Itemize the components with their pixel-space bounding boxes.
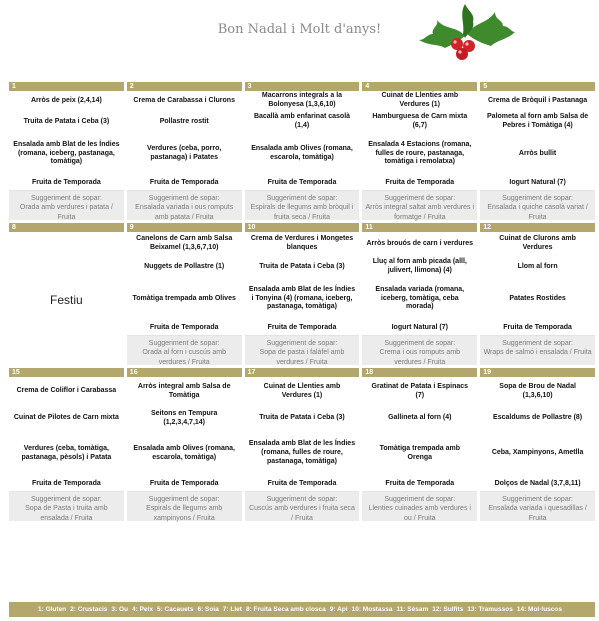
holly-icon	[415, 0, 515, 70]
day-number: 2	[127, 82, 242, 91]
dinner-suggestion	[245, 191, 360, 220]
dish-item: Cuinat de Llenties amb Verdures (1)	[263, 382, 341, 399]
suggestion-label: Suggeriment de sopar:	[266, 195, 338, 202]
dessert-item: Dolços de Nadal (3,7,8,11)	[480, 476, 595, 492]
dish-item: Truita de Patata i Ceba (3)	[259, 414, 345, 422]
allergen-item: 9: Api	[329, 606, 348, 613]
suggestion-text: Ensalada i quiche casolà variat / Fruita	[487, 204, 588, 221]
dish-item: Ensalada amb Blat de les Índies i Tonyina (4) (romana, iceberg, pastanaga, tomàtiga)	[248, 285, 356, 311]
dinner-suggestion	[480, 191, 595, 220]
suggestion-text: Ensalada variada i ous romputs amb patata / Fruita	[135, 204, 234, 221]
dessert-item: Fruita de Temporada	[245, 175, 360, 191]
day-cell	[362, 82, 477, 223]
suggestion-text: Orada amb verdures i patata / Fruita	[19, 204, 113, 221]
dessert-item: Iogurt Natural (7)	[480, 175, 595, 191]
day-cell	[9, 82, 124, 223]
allergen-item: 1: Gluten	[37, 606, 67, 613]
day-number: 9	[127, 223, 242, 232]
dish-item: Cuinat de Llenties amb Verdures (1)	[381, 92, 459, 108]
dish-item: Cuinat de Clurons amb Verdures	[499, 235, 576, 251]
dish-list	[245, 377, 360, 492]
allergen-item: 12: Sulfits	[432, 606, 464, 613]
dish-list	[362, 91, 477, 191]
day-cell	[127, 368, 242, 524]
suggestion-text: Arròs integral saltat amb verdures i formatge / Fruita	[365, 204, 475, 221]
day-cell	[9, 223, 124, 368]
day-number: 19	[480, 368, 595, 377]
dish-item: Escaldums de Pollastre (8)	[493, 414, 583, 422]
dish-list	[480, 377, 595, 492]
dish-item: Arròs integral amb Salsa de Tomàtiga	[137, 382, 231, 399]
suggestion-label: Suggeriment de sopar:	[384, 340, 456, 347]
dish-item: Lluç al forn amb picada (alll, julivert, llimona) (4)	[372, 258, 467, 274]
day-cell	[9, 368, 124, 524]
suggestion-label: Suggeriment de sopar:	[502, 340, 573, 347]
suggestion-label: Suggeriment de sopar:	[384, 496, 456, 503]
dish-item: Arròs bullit	[518, 149, 557, 157]
suggestion-text: Sopa de pasta i falàfel amb verdures / Fruita	[259, 349, 345, 366]
dish-list	[362, 232, 477, 336]
dish-item: Nuggets de Pollastre (1)	[144, 262, 225, 270]
allergen-item: 6: Soia	[197, 606, 219, 613]
dish-item: Truita de Patata i Ceba (3)	[23, 117, 110, 125]
allergen-item: 13: Tramussos	[467, 606, 513, 613]
dish-item: Palometa al forn amb Salsa de Pebres i Tomàtiga (4)	[487, 113, 589, 129]
day-cell	[245, 368, 360, 524]
suggestion-text: Ensalada variada i quesadillas / Fruita	[488, 505, 587, 522]
dish-item: Gratinat de Patata i Espinacs (7)	[371, 382, 469, 399]
dessert-item: Fruita de Temporada	[480, 320, 595, 336]
dessert-item: Fruita de Temporada	[362, 175, 477, 191]
dish-item: Gallineta al forn (4)	[388, 414, 452, 422]
dish-item: Ensalada variada (romana, iceberg, tomàtiga, ceba morada)	[375, 285, 465, 311]
day-number: 17	[245, 368, 360, 377]
day-number: 8	[9, 223, 124, 232]
allergen-item: 11: Sèsam	[396, 606, 429, 613]
suggestion-label: Suggeriment de sopar:	[266, 496, 338, 503]
dish-list	[480, 91, 595, 191]
suggestion-label: Suggeriment de sopar:	[148, 496, 220, 503]
allergen-item: 14: Mol·luscos	[516, 606, 562, 613]
dessert-item: Iogurt Natural (7)	[362, 320, 477, 336]
suggestion-label: Suggeriment de sopar:	[30, 195, 102, 202]
dish-list	[480, 232, 595, 336]
suggestion-label: Suggeriment de sopar:	[266, 340, 338, 347]
day-number: 15	[9, 368, 124, 377]
day-cell	[362, 223, 477, 368]
dish-item: Ensalada amb Blat de les Índies (romana, iceberg, pastanaga, tomàtiga)	[13, 140, 120, 166]
dinner-suggestion	[127, 492, 242, 521]
dinner-suggestion	[127, 336, 242, 365]
dish-item: Ensalada 4 Estacions (romana, fulles de roure, pastanaga, tomàtiga i remolatxa)	[368, 140, 472, 166]
dinner-suggestion	[9, 191, 124, 220]
menu-calendar	[9, 82, 595, 524]
day-cell	[127, 82, 242, 223]
dish-item: Truita de Patata i Ceba (3)	[259, 262, 345, 270]
suggestion-text: Cuscús amb verdures i fruita seca / Fruita	[249, 505, 355, 522]
dish-item: Bacallà amb enfarinat casolà (1,4)	[253, 113, 351, 129]
suggestion-text: Crema i ous romputs amb verdures / Fruita	[379, 349, 461, 366]
dish-item: Patates Rostides	[509, 294, 566, 302]
day-number: 18	[362, 368, 477, 377]
suggestion-label: Suggeriment de sopar:	[148, 195, 220, 202]
allergen-legend	[9, 602, 595, 617]
dessert-item: Fruita de Temporada	[127, 175, 242, 191]
dish-item: Pollastre rostit	[159, 117, 209, 125]
dessert-item: Fruita de Temporada	[9, 175, 124, 191]
dessert-item: Fruita de Temporada	[245, 320, 360, 336]
dish-item: Llom al forn	[517, 262, 558, 270]
day-number: 1	[9, 82, 124, 91]
dessert-item: Fruita de Temporada	[127, 476, 242, 492]
dinner-suggestion	[9, 492, 124, 521]
suggestion-text: Wraps de salmó i ensalada / Fruita	[483, 349, 592, 357]
suggestion-text: Espirals de llegums amb bròquil i fruita seca / Fruita	[250, 204, 354, 221]
dish-item: Crema de Coliflor i Carabassa	[16, 387, 117, 395]
dish-item: Ensalada amb Blat de les Índies (romana, fulles de roure, pastanaga, tomàtiga)	[248, 440, 356, 465]
dish-item: Verdures (ceba, tomàtiga, pastanaga, pèsols) i Patata	[21, 444, 112, 461]
dish-item: Macarrons integrals a la Bolonyesa (1,3,6,10)	[261, 92, 343, 108]
allergen-item: 3: Ou	[111, 606, 128, 613]
dessert-item: Fruita de Temporada	[9, 476, 124, 492]
dinner-suggestion	[245, 492, 360, 521]
day-cell	[245, 82, 360, 223]
dish-item: Tomàtiga trempada amb Olives	[132, 294, 236, 302]
holiday-label: Festiu	[50, 293, 83, 307]
dish-item: Ensalada amb Olives (romana, escarola, tomàtiga)	[133, 444, 235, 461]
dish-item: Ceba, Xampinyons, Ametlla	[491, 449, 584, 457]
dish-item: Verdures (ceba, porro, pastanaga) i Patates	[147, 145, 222, 161]
dish-list	[362, 377, 477, 492]
dish-item: Crema de Bròquil i Pastanaga	[487, 96, 588, 104]
dinner-suggestion	[480, 492, 595, 521]
dish-list	[9, 377, 124, 492]
dinner-suggestion	[362, 492, 477, 521]
day-number: 16	[127, 368, 242, 377]
suggestion-label: Suggeriment de sopar:	[502, 496, 573, 503]
dish-item: Tomàtiga trempada amb Orenga	[379, 444, 460, 461]
suggestion-label: Suggeriment de sopar:	[502, 195, 573, 202]
dish-item: Hamburguesa de Carn mixta (6,7)	[372, 113, 468, 129]
dessert-item: Fruita de Temporada	[245, 476, 360, 492]
allergen-item: 5: Cacauets	[156, 606, 194, 613]
dinner-suggestion	[245, 336, 360, 365]
dish-item: Arròs de peix (2,4,14)	[30, 96, 102, 104]
day-cell	[480, 223, 595, 368]
dinner-suggestion	[362, 191, 477, 220]
dish-list	[127, 232, 242, 336]
day-number: 5	[480, 82, 595, 91]
dish-list	[127, 377, 242, 492]
dish-list	[245, 232, 360, 336]
dish-item: Canelons de Carn amb Salsa Beixamel (1,3,6,7,10)	[136, 235, 233, 251]
suggestion-text: Espirals de llegums amb xampinyons / Fruita	[146, 505, 223, 522]
day-cell	[480, 82, 595, 223]
dish-item: Crema de Carabassa i Clurons	[133, 96, 235, 104]
dish-item: Seitons en Tempura (1,2,3,4,7,14)	[151, 409, 218, 426]
suggestion-label: Suggeriment de sopar:	[148, 340, 220, 347]
day-number: 3	[245, 82, 360, 91]
dish-list	[9, 91, 124, 191]
suggestion-label: Suggeriment de sopar:	[384, 195, 456, 202]
suggestion-text: Orada al forn i cuscús amb verdures / Fruita	[142, 349, 227, 366]
allergen-item: 10: Mostassa	[351, 606, 393, 613]
dessert-item: Fruita de Temporada	[127, 320, 242, 336]
dish-item: Arròs brouós de carn i verdures	[366, 239, 474, 247]
dinner-suggestion	[362, 336, 477, 365]
dish-item: Ensalada amb Olives (romana, escarola, tomàtiga)	[251, 145, 353, 161]
dish-list	[245, 91, 360, 191]
dinner-suggestion	[480, 336, 595, 365]
suggestion-text: Llenties cuinades amb verdures i ou / Fruita	[368, 505, 471, 522]
day-cell	[245, 223, 360, 368]
dinner-suggestion	[127, 191, 242, 220]
day-cell	[480, 368, 595, 524]
day-number: 12	[480, 223, 595, 232]
day-number: 4	[362, 82, 477, 91]
allergen-item: 2: Crustacis	[70, 606, 108, 613]
allergen-item: 8: Fruita Seca amb closca	[245, 606, 326, 613]
allergen-item: 4: Peix	[132, 606, 153, 613]
allergen-item: 7: Llet	[222, 606, 242, 613]
page-title: Bon Nadal i Molt d'anys!	[217, 22, 382, 37]
suggestion-label: Suggeriment de sopar:	[30, 496, 102, 503]
day-cell	[127, 223, 242, 368]
suggestion-text: Sopa de Pasta i truita amb ensalada / Fruita	[25, 505, 108, 522]
dish-item: Crema de Verdures i Mongetes blanques	[250, 235, 354, 251]
dessert-item: Fruita de Temporada	[362, 476, 477, 492]
day-number: 10	[245, 223, 360, 232]
dish-item: Sopa de Brou de Nadal (1,3,6,10)	[499, 382, 576, 399]
day-cell	[362, 368, 477, 524]
dish-list	[127, 91, 242, 191]
dish-item: Cuinat de Pilotes de Carn mixta	[13, 414, 119, 422]
day-number: 11	[362, 223, 477, 232]
